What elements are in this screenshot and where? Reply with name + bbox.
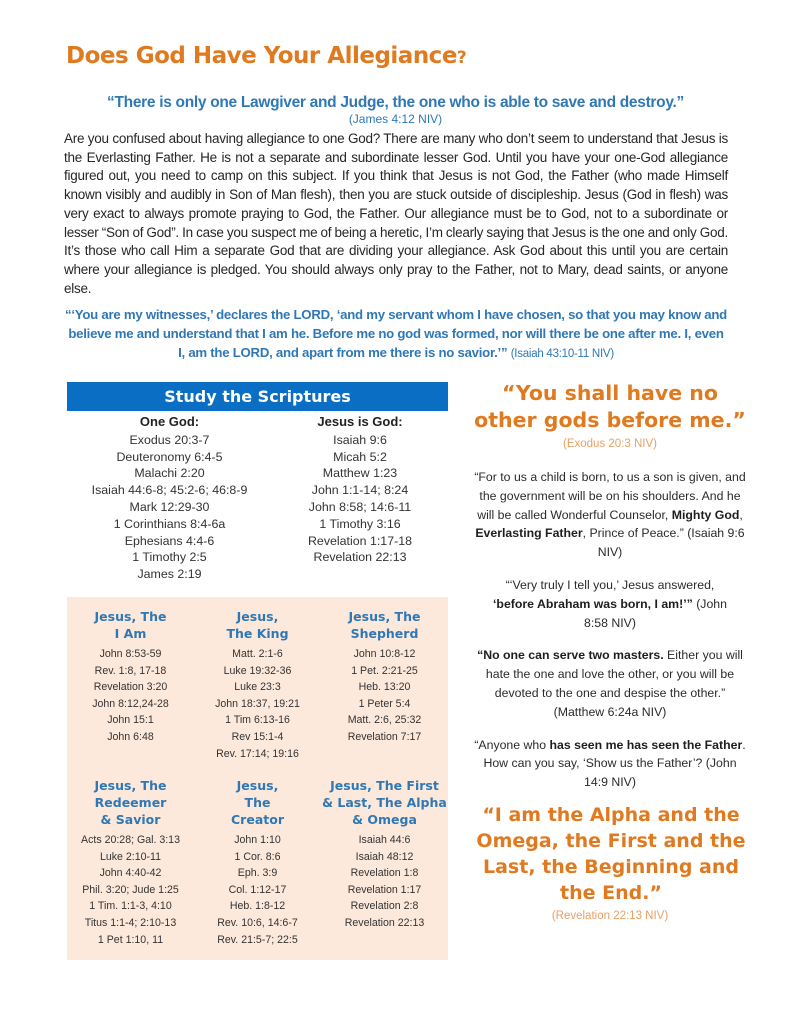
topic-heading-line: Shepherd [350, 626, 419, 641]
isaiah-quote-reference: (Isaiah 43:10-11 NIV) [510, 348, 614, 361]
isaiah-9-6-bold-everlasting-father: Everlasting Father [475, 526, 583, 541]
scripture-ref: Malachi 2:20 [134, 466, 205, 481]
scripture-ref: Revelation 2:8 [350, 900, 419, 913]
scripture-ref: Deuteronomy 6:4-5 [116, 449, 223, 464]
jesus-is-god-heading: Jesus is God: [317, 414, 403, 429]
matthew-6-24-text: Either you will hate the one and love the other, or you will be devoted to the one and despise the other.” (Matthew 6:24a NIV) [485, 648, 743, 719]
study-columns [67, 414, 448, 583]
study-scriptures-header: Study the Scriptures [67, 382, 448, 411]
matthew-6-24-quote [472, 646, 748, 721]
john-8-58-text: “‘Very truly I tell you,’ Jesus answered, [505, 577, 715, 592]
isaiah-quote [64, 305, 728, 364]
topic-heading [67, 608, 194, 642]
topic-cell [194, 777, 321, 948]
scripture-ref: 1 Peter 5:4 [358, 697, 411, 710]
scripture-ref: Heb. 1:8-12 [229, 900, 286, 913]
scripture-ref: Luke 2:10-11 [99, 850, 162, 863]
john-14-9-quote [472, 736, 748, 792]
scripture-ref: Exodus 20:3-7 [129, 432, 210, 447]
isaiah-9-6-text: “For to us a child is born, to us a son is given, and the government will be on his shoulders. And he will be called Wonderful Counselor, [474, 470, 746, 522]
topic-cell [321, 777, 448, 948]
one-god-column [67, 414, 272, 583]
page-title [66, 42, 728, 72]
john-8-58-bold: ‘before Abraham was born, I am!’” [493, 596, 693, 611]
isaiah-9-6-sep: , [739, 507, 743, 522]
john-14-9-text: “Anyone who [474, 737, 550, 752]
scripture-ref: Ephesians 4:4-6 [124, 533, 215, 548]
scripture-ref: Acts 20:28; Gal. 3:13 [81, 834, 180, 846]
scripture-ref: Micah 5:2 [333, 449, 387, 464]
topic-heading-line: & Savior [100, 812, 161, 827]
scripture-ref: Eph. 3:9 [237, 867, 278, 880]
topic-heading [67, 777, 194, 828]
topic-heading-line: & Omega [352, 812, 417, 827]
scripture-ref: Revelation 1:17 [347, 883, 422, 896]
scripture-ref: Luke 19:32-36 [223, 664, 292, 677]
scripture-ref: Rev. 17:14; 19:16 [216, 747, 299, 760]
scripture-ref: Phil. 3:20; Jude 1:25 [82, 883, 179, 896]
topic-heading-line: Jesus, The [94, 609, 167, 624]
topics-row-1 [67, 608, 448, 762]
exodus-quote: “You shall have no other gods before me.” [474, 381, 746, 432]
scripture-ref: Rev. 10:6, 14:6-7 [217, 916, 298, 929]
topics-row-2 [67, 777, 448, 948]
topic-cell [194, 608, 321, 762]
title-question-mark: ? [456, 48, 467, 68]
body-paragraph: Are you confused about having allegiance to one God? There are many who don’t seem to understand that Jesus is the Everlasting Father. He is not a separate and subordinate lesser God. Until you have your one-God allegiance figured out, you need to camp on this subject. If you think that Jesus is not God, the Father (who made Himself known visibly and audibly in Son of Man flesh), then you are stuck outside of discipleship. Jesus (God in flesh) was very exact to always promote praying to God, the Father. Our allegiance must be to God, not to a subordinate or lesser “Son of God”. In case you suspect me of being a heretic, I’m clearly saying that Jesus is the one and only God. It’s those who call Him a separate God that are dividing your allegiance. Ask God about this until you are certain where your allegiance is pledged. You should always only pray to the Father, not to Mary, dead saints, or anyone else. [64, 131, 728, 296]
scripture-ref: Matt. 2:1-6 [232, 648, 283, 660]
topics-panel [67, 597, 448, 960]
topic-heading [194, 777, 321, 828]
john-14-9-bold: has seen me has seen the Father [549, 737, 743, 752]
sidebar-quotes [472, 380, 748, 924]
scripture-ref: Mark 12:29-30 [129, 499, 210, 514]
scripture-ref: Revelation 3:20 [93, 681, 168, 694]
john-14-9-tail: . How can you say, ‘Show us the Father’? (John 14:9 NIV) [483, 737, 746, 790]
scripture-ref: John 4:40-42 [99, 867, 162, 880]
scripture-ref: Rev. 21:5-7; 22:5 [217, 933, 298, 946]
scripture-ref: Isaiah 9:6 [333, 432, 387, 447]
topic-cell [321, 608, 448, 762]
scripture-ref: James 2:19 [137, 567, 202, 582]
topic-heading [194, 608, 321, 642]
scripture-ref: John 6:48 [107, 730, 154, 743]
isaiah-9-6-tail: , Prince of Peace.” (Isaiah 9:6 NIV) [582, 526, 745, 560]
lead-quote: “There is only one Lawgiver and Judge, the one who is able to save and destroy.” [107, 94, 684, 111]
lead-quote-reference: (James 4:12 NIV) [348, 112, 443, 126]
scripture-ref: Isaiah 44:6-8; 45:2-6; 46:8-9 [91, 483, 248, 498]
john-8-58-quote [472, 576, 748, 632]
scripture-ref: Revelation 1:8 [350, 867, 419, 880]
topic-heading-line: Jesus, [236, 609, 279, 624]
scripture-ref: Rev 15:1-4 [231, 730, 284, 743]
topic-heading-line: Jesus, [236, 778, 279, 793]
scripture-ref: John 10:8-12 [353, 648, 416, 660]
scripture-ref: 1 Tim. 1:1-3, 4:10 [89, 900, 172, 913]
scripture-ref: Matt. 2:6, 25:32 [347, 714, 422, 727]
scripture-ref: 1 Cor. 8:6 [234, 850, 281, 863]
scripture-ref: Isaiah 44:6 [358, 834, 411, 846]
topic-heading-line: I Am [114, 626, 147, 641]
intro-section [64, 42, 728, 364]
topic-heading-line: Jesus, The [94, 778, 167, 793]
scripture-ref: Heb. 13:20 [358, 681, 411, 694]
revelation-quote: “I am the Alpha and the Omega, the First and the Last, the Beginning and the End.” [476, 803, 746, 904]
scripture-ref: Revelation 22:13 [313, 550, 407, 565]
topic-heading-line: The King [226, 626, 289, 641]
scripture-ref: Rev. 1:8, 17-18 [94, 664, 167, 677]
title-text: Does God Have Your Allegiance [66, 43, 457, 69]
topic-heading-line: Creator [231, 812, 284, 827]
scripture-ref: 1 Pet 1:10, 11 [97, 933, 164, 946]
scripture-ref: Isaiah 48:12 [355, 850, 414, 863]
topic-heading-line: Jesus, The [348, 609, 421, 624]
scripture-ref: Luke 23:3 [234, 681, 281, 694]
scripture-ref: 1 Corinthians 8:4-6a [113, 516, 226, 531]
john-8-58-ref: (John 8:58 NIV) [584, 596, 727, 630]
scripture-ref: 1 Tim 6:13-16 [225, 714, 290, 727]
isaiah-9-6-quote [472, 468, 748, 562]
scripture-ref: John 8:12,24-28 [92, 697, 169, 710]
topic-heading-line: Redeemer [94, 795, 167, 810]
scripture-ref: Revelation 1:17-18 [307, 533, 412, 548]
scripture-ref: John 1:10 [234, 834, 281, 846]
topic-heading-line: Jesus, The First [330, 778, 439, 793]
jesus-is-god-column [272, 414, 448, 583]
scripture-ref: Revelation 7:17 [347, 730, 422, 743]
scripture-ref: Titus 1:1-4; 2:10-13 [84, 916, 177, 929]
scripture-ref: 1 Timothy 3:16 [319, 516, 401, 531]
isaiah-9-6-bold-mighty-god: Mighty God [671, 507, 740, 522]
revelation-quote-reference: (Revelation 22:13 NIV) [551, 909, 669, 922]
one-god-heading: One God: [139, 414, 200, 429]
scripture-ref: Matthew 1:23 [322, 466, 398, 481]
topic-heading-line: The [244, 795, 271, 810]
scripture-ref: 1 Timothy 2:5 [132, 550, 207, 565]
topic-heading-line: & Last, The Alpha [322, 795, 447, 810]
scripture-ref: John 15:1 [107, 714, 154, 727]
scripture-ref: Revelation 22:13 [344, 916, 425, 929]
topic-cell [67, 608, 194, 762]
scripture-ref: Col. 1:12-17 [228, 883, 287, 896]
topic-cell [67, 777, 194, 948]
scripture-ref: 1 Pet. 2:21-25 [351, 664, 418, 677]
topic-heading [321, 777, 448, 828]
topic-heading [321, 608, 448, 642]
exodus-quote-reference: (Exodus 20:3 NIV) [563, 438, 657, 450]
matthew-6-24-bold: “No one can serve two masters. [477, 648, 664, 663]
scripture-ref: John 8:58; 14:6-11 [308, 499, 412, 514]
scripture-ref: John 1:1-14; 8:24 [311, 483, 409, 498]
isaiah-quote-text: “‘You are my witnesses,’ declares the LORD, ‘and my servant whom I have chosen, so that you may know and believe me and understand that I am he. Before me no god was formed, nor will there be one after me. I, even I, am the LORD, and apart from me there is no savior.’” [65, 307, 727, 361]
scripture-ref: John 18:37, 19:21 [215, 697, 300, 710]
scripture-ref: John 8:53-59 [99, 648, 162, 660]
